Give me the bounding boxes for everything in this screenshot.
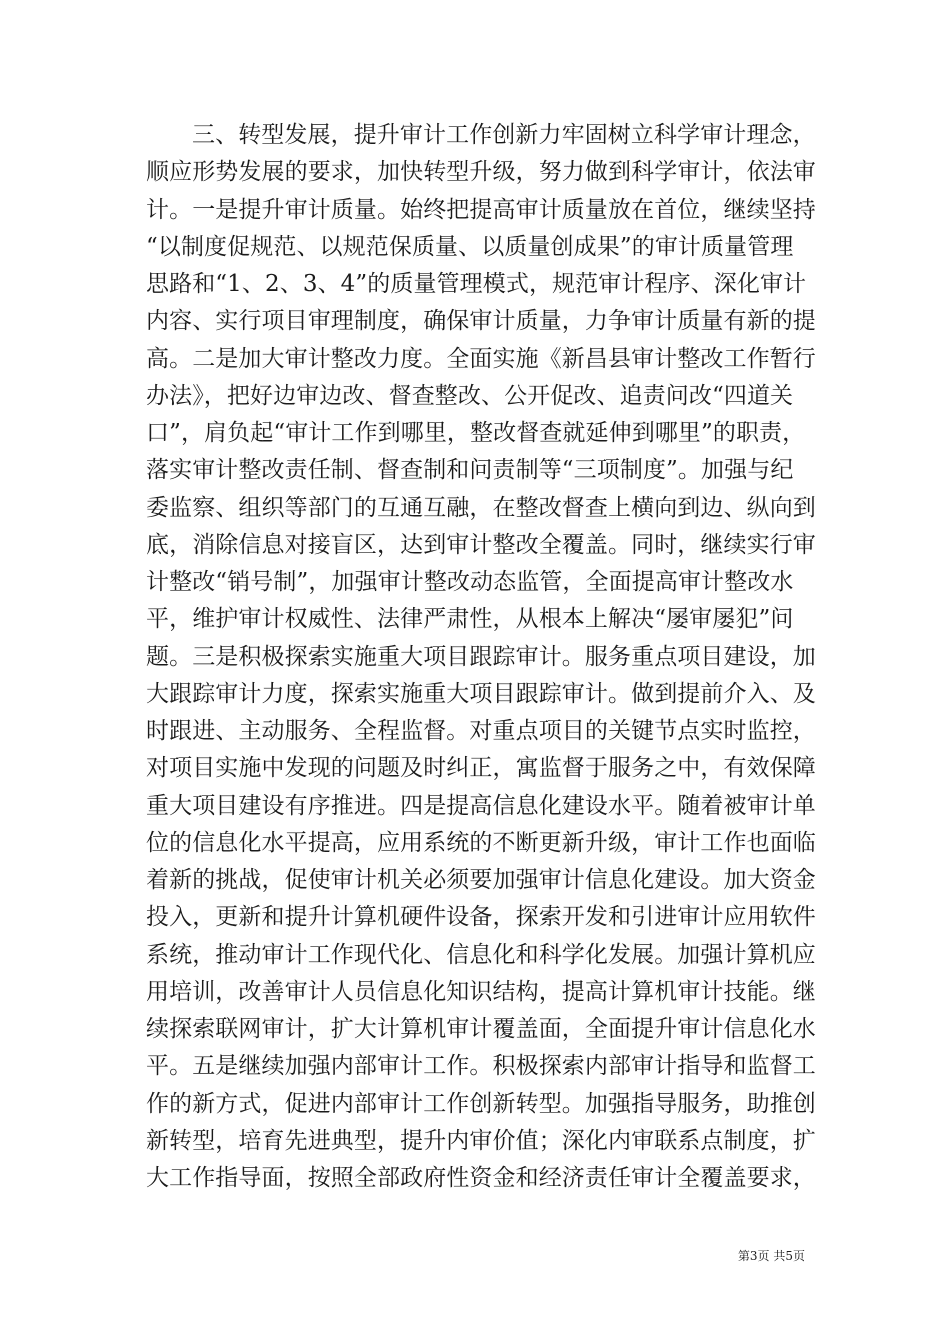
text-line: 着新的挑战，促使审计机关必须要加强审计信息化建设。加大资金: [146, 867, 816, 893]
page-footer: [0, 1246, 950, 1266]
text-line: 大工作指导面，按照全部政府性资金和经济责任审计全覆盖要求，: [146, 1165, 816, 1191]
text-line: 续探索联网审计，扩大计算机审计覆盖面，全面提升审计信息化水: [146, 1016, 816, 1042]
text-line: 时跟进、主动服务、全程监督。对重点项目的关键节点实时监控，: [146, 718, 816, 744]
text-line: 题。三是积极探索实施重大项目跟踪审计。服务重点项目建设，加: [146, 643, 816, 670]
text-line: 内容、实行项目审理制度，确保审计质量，力争审计质量有新的提: [146, 308, 816, 335]
text-line: 大跟踪审计力度，探索实施重大项目跟踪审计。做到提前介入、及: [146, 680, 816, 707]
body-paragraph: [146, 117, 818, 1197]
text-line: 计。一是提升审计质量。始终把提高审计质量放在首位，继续坚持: [146, 196, 816, 223]
text-line: 委监察、组织等部门的互通互融，在整改督查上横向到边、纵向到: [146, 494, 816, 521]
text-line: 落实审计整改责任制、督查制和问责制等“三项制度”。加强与纪: [146, 457, 794, 484]
text-line: 位的信息化水平提高，应用系统的不断更新升级，审计工作也面临: [146, 829, 816, 856]
text-line: 用培训，改善审计人员信息化知识结构，提高计算机审计技能。继: [146, 978, 816, 1005]
page-number-indicator: 第3页 共5页: [737, 1249, 805, 1263]
text-line: 作的新方式，促进内部审计工作创新转型。加强指导服务，助推创: [146, 1090, 816, 1117]
text-line: 顺应形势发展的要求，加快转型升级，努力做到科学审计，依法审: [146, 159, 816, 186]
text-line: 平。五是继续加强内部审计工作。积极探索内部审计指导和监督工: [146, 1053, 816, 1080]
text-line: 新转型，培育先进典型，提升内审价值；深化内审联系点制度，扩: [146, 1127, 816, 1154]
text-line: 系统，推动审计工作现代化、信息化和科学化发展。加强计算机应: [146, 941, 816, 968]
text-line: 投入，更新和提升计算机硬件设备，探索开发和引进审计应用软件: [146, 904, 816, 931]
text-line: 口”，肩负起“审计工作到哪里，整改督查就延伸到哪里”的职责，: [146, 420, 806, 446]
text-line: 思路和“1、2、3、4”的质量管理模式，规范审计程序、深化审计: [146, 271, 807, 297]
text-line: “以制度促规范、以规范保质量、以质量创成果”的审计质量管理: [146, 233, 794, 260]
text-line: 底，消除信息对接盲区，达到审计整改全覆盖。同时，继续实行审: [146, 531, 816, 558]
text-line: 重大项目建设有序推进。四是提高信息化建设水平。随着被审计单: [146, 792, 816, 819]
text-line: 三、转型发展，提升审计工作创新力牢固树立科学审计理念，: [192, 122, 816, 148]
text-line: 平，维护审计权威性、法律严肃性，从根本上解决“屡审屡犯”问: [146, 606, 794, 633]
text-line: 对项目实施中发现的问题及时纠正，寓监督于服务之中，有效保障: [146, 755, 816, 782]
text-line: 高。二是加大审计整改力度。全面实施《新昌县审计整改工作暂行: [146, 345, 816, 372]
text-line: 计整改“销号制”，加强审计整改动态监管，全面提高审计整改水: [146, 569, 794, 595]
text-line: 办法》，把好边审边改、督查整改、公开促改、追责问改“四道关: [146, 382, 794, 409]
